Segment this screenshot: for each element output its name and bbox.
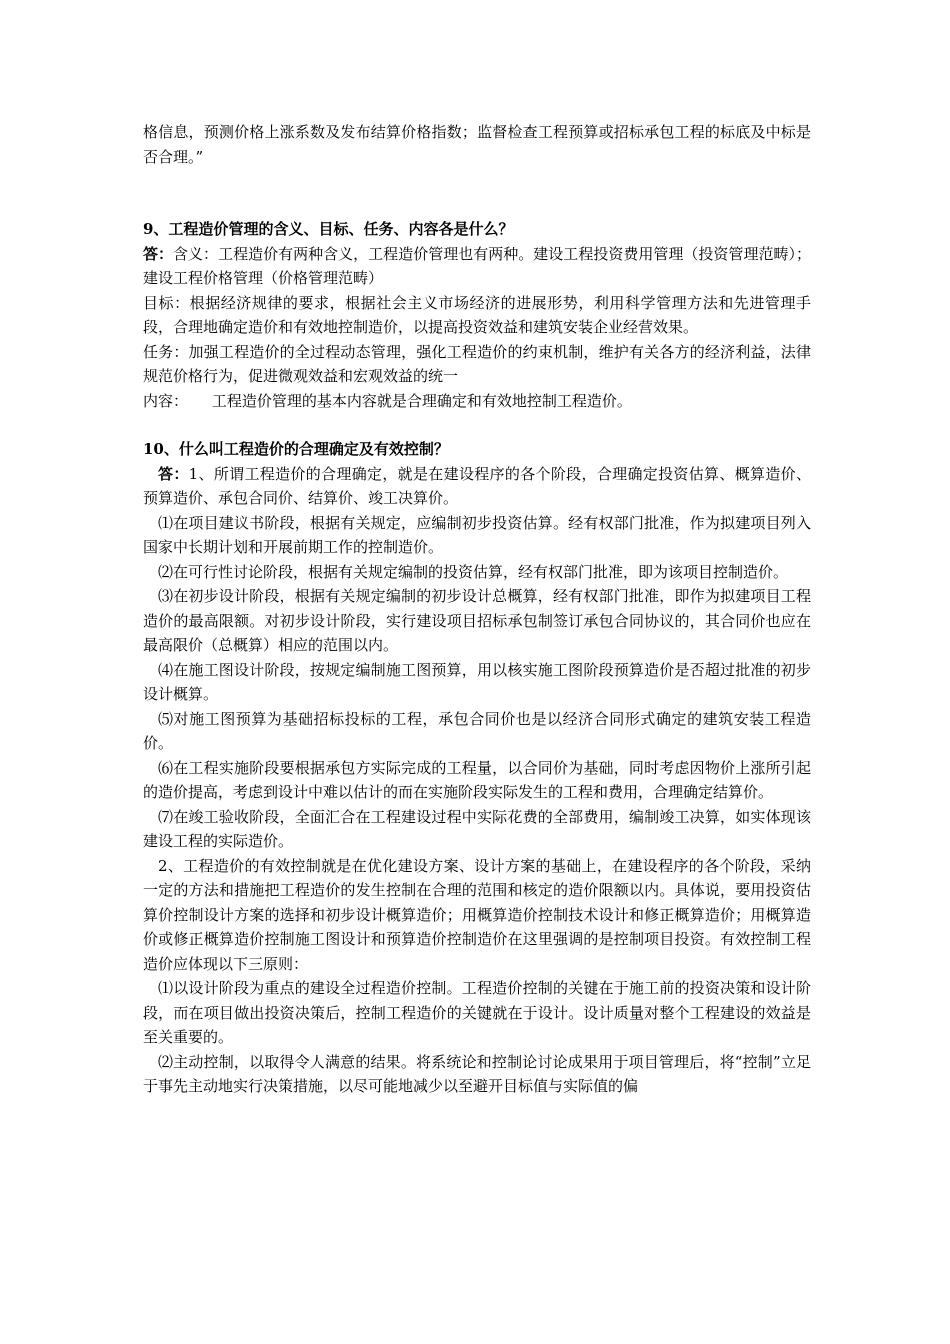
question-9-task: 任务：加强工程造价的全过程动态管理，强化工程造价的约束机制，维护有关各方的经济利益，法律规范价格行为，促进微观效益和宏观效益的统一 <box>143 342 811 385</box>
list-item: ⑷在施工图设计阶段，按规定编制施工图预算，用以核实施工图阶段预算造价是否超过批准的初步设计概算。 <box>143 660 811 703</box>
question-9-content: 内容： 工程造价管理的基本内容就是合理确定和有效地控制工程造价。 <box>143 391 632 410</box>
answer-label: 答： <box>158 464 189 483</box>
question-9-goal: 目标：根据经济规律的要求，根据社会主义市场经济的进展形势，利用科学管理方法和先进管理手段，合理地确定造价和有效地控制造价，以提高投资效益和建筑安装企业经营效果。 <box>143 293 811 336</box>
answer-label: 答： <box>143 244 174 263</box>
list-item: ⑴在项目建议书阶段，根据有关规定，应编制初步投资估算。经有权部门批准，作为拟建项目列入国家中长期计划和开展前期工作的控制造价。 <box>143 513 811 556</box>
list-item: ⑵主动控制，以取得令人满意的结果。将系统论和控制论讨论成果用于项目管理后，将“控制”立足于事先主动地实行决策措施，以尽可能地减少以至避开目标值与实际值的偏 <box>143 1052 811 1095</box>
question-9-title: 9、工程造价管理的含义、目标、任务、内容各是什么？ <box>143 220 514 238</box>
question-10-part-2: 2、工程造价的有效控制就是在优化建设方案、设计方案的基础上，在建设程序的各个阶段，采纳一定的方法和措施把工程造价的发生控制在合理的范围和核定的造价限额以内。具体说，要用投资估算价控制设计方案的选择和初步设计概算造价；用概算造价控制技术设计和修正概算造价；用概算造价或修正概算造价控制施工图设计和预算造价控制造价在这里强调的是控制项目投资。有效控制工程造价应体现以下三原则： <box>143 856 811 973</box>
document-page <box>143 120 811 1099</box>
question-10-answer <box>143 462 811 511</box>
list-item: ⑸对施工图预算为基础招标投标的工程，承包合同价也是以经济合同形式确定的建筑安装工程造价。 <box>143 709 811 752</box>
answer-text: 1、所谓工程造价的合理确定，就是在建设程序的各个阶段，合理确定投资估算、概算造价、预算造价、承包合同价、结算价、竣工决算价。 <box>143 464 811 507</box>
spacer <box>143 169 811 217</box>
list-item: ⑵在可行性讨论阶段，根据有关规定编制的投资估算，经有权部门批准，即为该项目控制造价。 <box>158 562 789 581</box>
question-9-answer <box>143 242 811 291</box>
list-item: ⑶在初步设计阶段，根据有关规定编制的初步设计总概算，经有权部门批准，即作为拟建项目工程造价的最高限额。对初步设计阶段，实行建设项目招标承包制签订承包合同协议的，其合同价也应在最高限价（总概算）相应的范围以内。 <box>143 587 811 654</box>
list-item: ⑹在工程实施阶段要根据承包方实际完成的工程量，以合同价为基础，同时考虑因物价上涨所引起的造价提高，考虑到设计中难以估计的而在实施阶段实际发生的工程和费用，合理确定结算价。 <box>143 758 811 801</box>
question-10-title: 10、什么叫工程造价的合理确定及有效控制？ <box>143 440 449 458</box>
answer-text: 含义：工程造价有两种含义，工程造价管理也有两种。建设工程投资费用管理（投资管理范畴）；建设工程价格管理（价格管理范畴） <box>143 244 811 287</box>
intro-paragraph: 格信息，预测价格上涨系数及发布结算价格指数；监督检查工程预算或招标承包工程的标底及中标是否合理。” <box>143 123 811 166</box>
list-item: ⑴以设计阶段为重点的建设全过程造价控制。工程造价控制的关键在于施工前的投资决策和设计阶段，而在项目做出投资决策后，控制工程造价的关键就在于设计。设计质量对整个工程建设的效益是至关重要的。 <box>143 979 811 1046</box>
spacer <box>143 413 811 437</box>
list-item: ⑺在竣工验收阶段，全面汇合在工程建设过程中实际花费的全部费用，编制竣工决算，如实体现该建设工程的实际造价。 <box>143 807 811 850</box>
